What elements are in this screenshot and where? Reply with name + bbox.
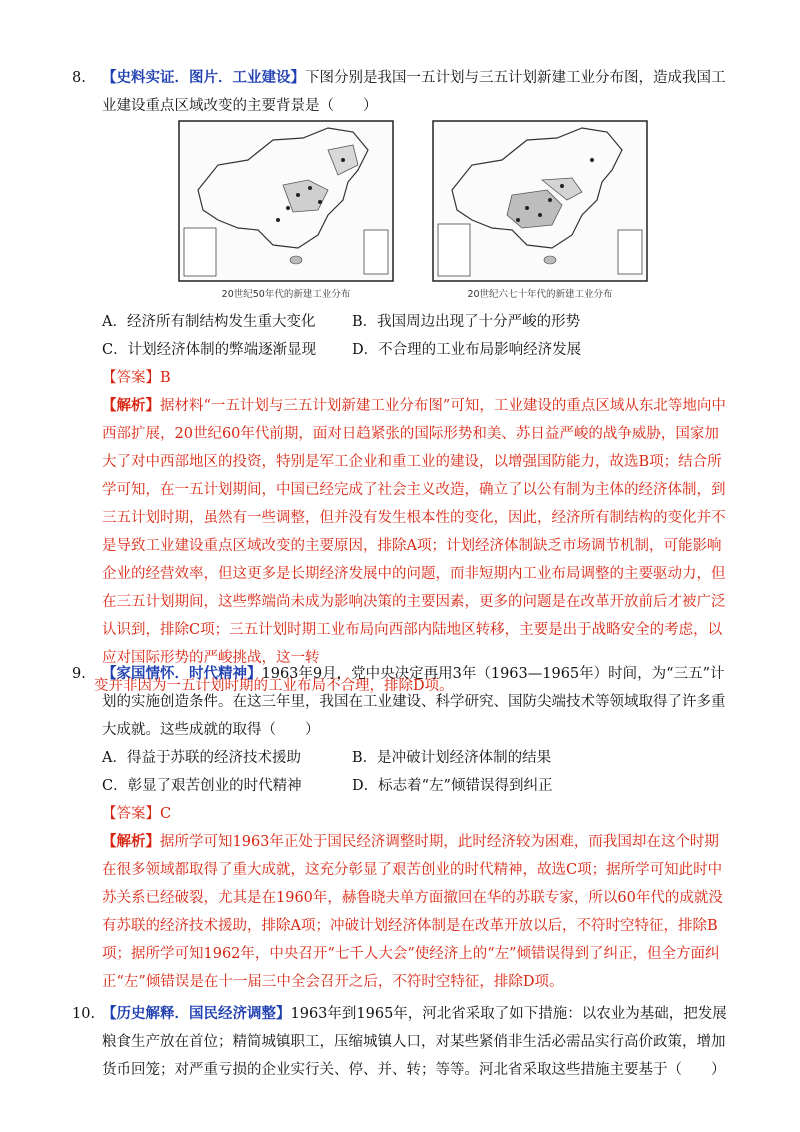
question-number: 8.: [72, 70, 86, 86]
question-8: [72, 64, 732, 120]
option-b: B．是冲破计划经济体制的结果: [352, 750, 552, 766]
option-d: D．标志着“左”倾错误得到纠正: [352, 778, 553, 794]
answer: 【答案】C: [102, 806, 172, 822]
analysis-label: 【解析】: [102, 833, 160, 850]
analysis: [102, 828, 732, 996]
map-caption: 20世纪50年代的新建工业分布: [221, 289, 351, 300]
industry-maps: [178, 120, 648, 300]
question-number: 10.: [72, 1006, 96, 1022]
option-a: A．经济所有制结构发生重大变化: [102, 314, 316, 330]
question-stem: [102, 1000, 732, 1084]
option-b: B．我国周边出现了十分严峻的形势: [352, 314, 581, 330]
map-caption: 20世纪六七十年代的新建工业分布: [467, 289, 613, 300]
question-8-options: [72, 308, 732, 700]
question-10: [72, 1000, 732, 1084]
question-stem: [102, 64, 732, 120]
question-tag: 【史料实证．图片．工业建设】: [102, 69, 305, 86]
analysis-label: 【解析】: [102, 397, 160, 414]
map-1950s: [178, 120, 394, 298]
answer: 【答案】B: [102, 370, 171, 386]
question-number: 9.: [72, 666, 86, 682]
option-a: A．得益于苏联的经济技术援助: [102, 750, 301, 766]
china-map-left-figure: [178, 120, 394, 282]
option-c: C．计划经济体制的弊端逐渐显现: [102, 342, 317, 358]
question-tag: 【家国情怀．时代精神】: [102, 665, 262, 682]
option-d: D．不合理的工业布局影响经济发展: [352, 342, 582, 358]
question-text: 1963年到1965年，河北省采取了如下措施：以农业为基础，把发展粮食生产放在首位；精简城镇职工，压缩城镇人口，对某些紧俏非生活必需品实行高价政策，增加货币回笼；对严重亏损的企业实行关、停、并、转；等等。河北省采取这些措施主要基于（ ）: [102, 1006, 727, 1078]
option-c: C．彰显了艰苦创业的时代精神: [102, 778, 302, 794]
question-text: 下图分别是我国一五计划与三五计划新建工业分布图，造成我国工业建设重点区域改变的主要背景是（ ）: [102, 70, 726, 114]
china-map-right-figure: [432, 120, 648, 282]
analysis-text: 据所学可知1963年正处于国民经济调整时期，此时经济较为困难，而我国却在这个时期在很多领域都取得了重大成就，这充分彰显了艰苦创业的时代精神，故选C项；据所学可知此时中苏关系已经破裂，尤其是在1960年，赫鲁晓夫单方面撤回在华的苏联专家，所以60年代的成就没有苏联的经济技术援助，排除A项；冲破计划经济体制是在改革开放以后，不符时空特征，排除B项；据所学可知1962年，中央召开“七千人大会”使经济上的“左”倾错误得到了纠正，但全方面纠正“左”倾错误是在十一届三中全会召开之后，不符时空特征，排除D项。: [102, 834, 723, 990]
question-text: 1963年9月，党中央决定再用3年（1963—1965年）时间，为“三五”计划的实施创造条件。在这三年里，我国在工业建设、科学研究、国防尖端技术等领域取得了许多重大成就。这些成就的取得（ ）: [102, 666, 726, 738]
question-stem: [102, 660, 732, 744]
analysis: [102, 392, 732, 672]
map-1960s-70s: [432, 120, 648, 298]
question-tag: 【历史解释．国民经济调整】: [102, 1005, 291, 1022]
analysis-tail: 变并非因为一五计划时期的工业布局不合理，排除D项。: [94, 678, 454, 694]
question-9: [72, 660, 732, 996]
analysis-text: 据材料“一五计划与三五计划新建工业分布图”可知，工业建设的重点区域从东北等地向中西部扩展，20世纪60年代前期，面对日趋紧张的国际形势和美、苏日益严峻的战争威胁，国家加大了对中西部地区的投资，特别是军工企业和重工业的建设，以增强国防能力，故选B项；结合所学可知，在一五计划期间，中国已经完成了社会主义改造，确立了以公有制为主体的经济体制，到三五计划时期，虽然有一些调整，但并没有发生根本性的变化，因此，经济所有制结构的变化并不是导致工业建设重点区域改变的主要原因，排除A项；计划经济体制缺乏市场调节机制，可能影响企业的经营效率，但这更多是长期经济发展中的问题，而非短期内工业布局调整的主要驱动力，但在三五计划期间，这些弊端尚未成为影响决策的主要因素，更多的问题是在改革开放前后才被广泛认识到，排除C项；三五计划时期工业布局向西部内陆地区转移，主要是出于战略安全的考虑，以应对国际形势的严峻挑战，这一转: [102, 398, 726, 666]
